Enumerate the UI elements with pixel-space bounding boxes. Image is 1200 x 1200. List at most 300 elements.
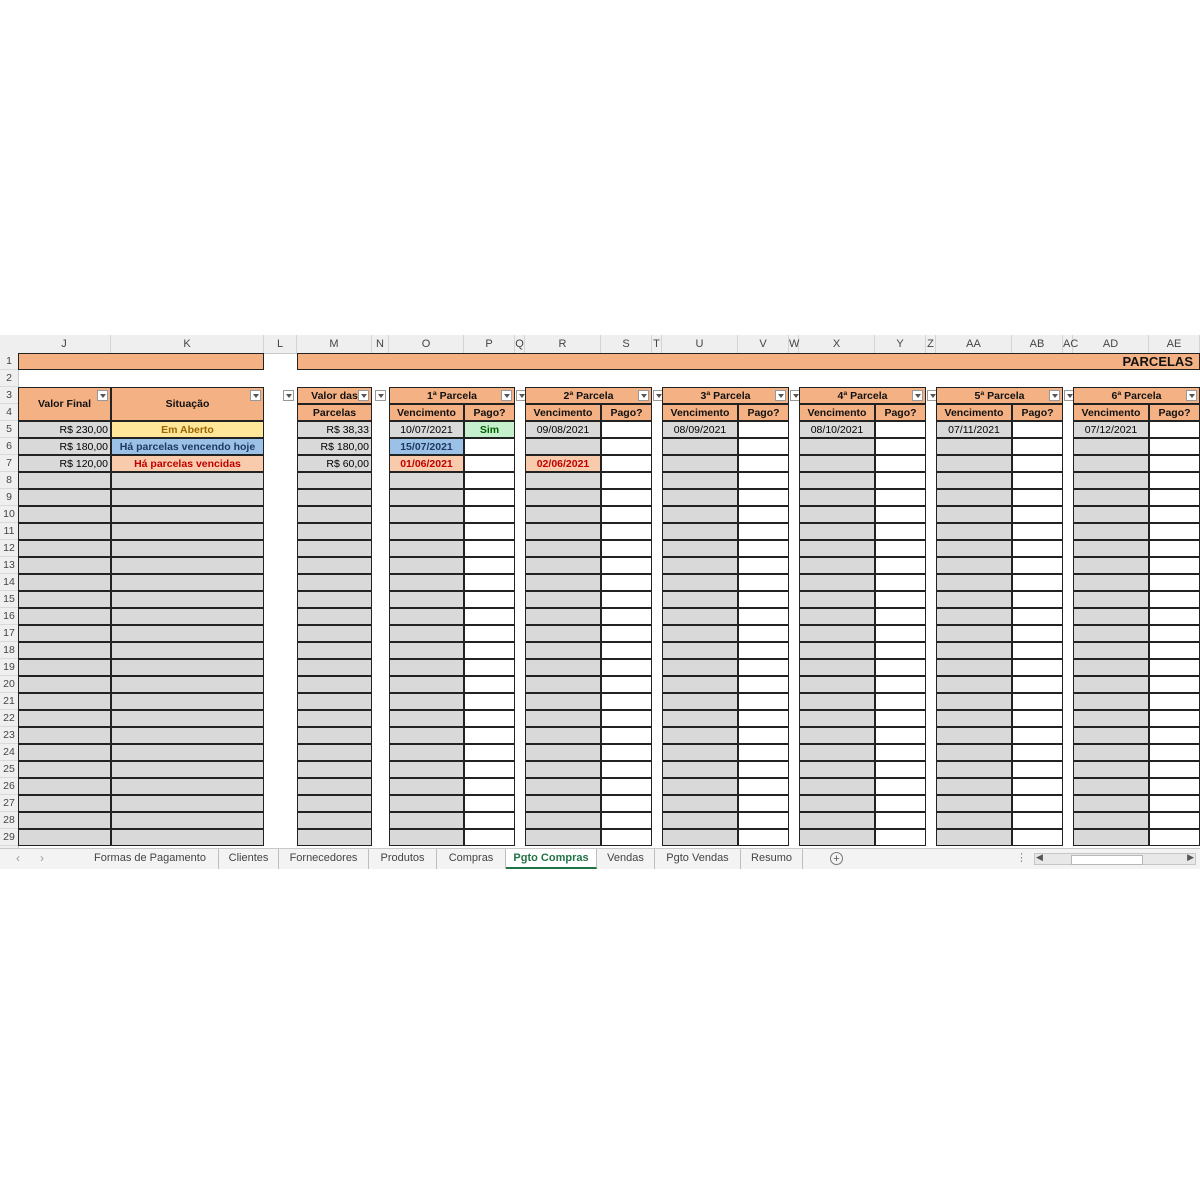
cell-valor-final[interactable]	[18, 523, 111, 540]
cell-vencimento-4[interactable]	[799, 625, 875, 642]
filter-parcela-5-icon[interactable]	[1049, 390, 1060, 401]
cell-pago-3[interactable]	[738, 761, 789, 778]
cell-pago-3[interactable]	[738, 642, 789, 659]
cell-pago-3[interactable]	[738, 659, 789, 676]
cell-pago-5[interactable]	[1012, 472, 1063, 489]
cell-vencimento-5[interactable]	[936, 693, 1012, 710]
cell-vencimento-5[interactable]	[936, 489, 1012, 506]
cell-vencimento-3[interactable]	[662, 642, 738, 659]
cell-pago-3[interactable]	[738, 438, 789, 455]
cell-vencimento-6[interactable]	[1073, 489, 1149, 506]
row-header-3[interactable]: 3	[0, 387, 18, 404]
cell-valor-final[interactable]	[18, 795, 111, 812]
column-header-aa[interactable]: AA	[936, 335, 1012, 353]
cell-pago-2[interactable]	[601, 761, 652, 778]
cell-pago-4[interactable]	[875, 591, 926, 608]
cell-valor-final[interactable]	[18, 506, 111, 523]
cell-vencimento-4[interactable]	[799, 659, 875, 676]
cell-vencimento-2[interactable]	[525, 676, 601, 693]
cell-vencimento-3[interactable]	[662, 744, 738, 761]
cell-vencimento-5[interactable]	[936, 812, 1012, 829]
cell-pago-4[interactable]	[875, 829, 926, 846]
cell-pago-3[interactable]	[738, 557, 789, 574]
row-header-1[interactable]: 1	[0, 353, 18, 370]
column-header-n[interactable]: N	[372, 335, 389, 353]
cell-pago-1[interactable]	[464, 472, 515, 489]
cell-situacao[interactable]: Há parcelas vencidas	[111, 455, 264, 472]
cell-vencimento-1[interactable]	[389, 744, 464, 761]
column-header-w[interactable]: W	[789, 335, 799, 353]
cell-vencimento-3[interactable]	[662, 523, 738, 540]
column-header-x[interactable]: X	[799, 335, 875, 353]
cell-vencimento-3[interactable]	[662, 608, 738, 625]
cell-vencimento-2[interactable]	[525, 693, 601, 710]
cell-pago-5[interactable]	[1012, 693, 1063, 710]
cell-pago-2[interactable]	[601, 795, 652, 812]
cell-pago-2[interactable]	[601, 812, 652, 829]
cell-pago-2[interactable]	[601, 523, 652, 540]
cell-pago-3[interactable]	[738, 489, 789, 506]
cell-vencimento-3[interactable]	[662, 795, 738, 812]
cell-valor-final[interactable]: R$ 230,00	[18, 421, 111, 438]
cell-vencimento-2[interactable]	[525, 608, 601, 625]
cell-pago-1[interactable]	[464, 795, 515, 812]
cell-pago-5[interactable]	[1012, 608, 1063, 625]
cell-valor-final[interactable]	[18, 591, 111, 608]
cell-valor-final[interactable]	[18, 642, 111, 659]
cell-vencimento-5[interactable]	[936, 744, 1012, 761]
cell-pago-2[interactable]	[601, 421, 652, 438]
cell-pago-1[interactable]	[464, 540, 515, 557]
cell-pago-4[interactable]	[875, 676, 926, 693]
cell-vencimento-3[interactable]	[662, 574, 738, 591]
cell-vencimento-6[interactable]	[1073, 557, 1149, 574]
cell-pago-5[interactable]	[1012, 591, 1063, 608]
cell-vencimento-4[interactable]	[799, 472, 875, 489]
cell-vencimento-5[interactable]	[936, 540, 1012, 557]
cell-vencimento-2[interactable]	[525, 625, 601, 642]
cell-pago-2[interactable]	[601, 557, 652, 574]
sheet-tab-resumo[interactable]: Resumo	[741, 849, 803, 869]
cell-vencimento-1[interactable]	[389, 727, 464, 744]
cell-vencimento-1[interactable]	[389, 795, 464, 812]
cell-vencimento-6[interactable]	[1073, 625, 1149, 642]
cell-vencimento-4[interactable]: 08/10/2021	[799, 421, 875, 438]
column-header-z[interactable]: Z	[926, 335, 936, 353]
cell-vencimento-2[interactable]: 09/08/2021	[525, 421, 601, 438]
cell-pago-1[interactable]	[464, 693, 515, 710]
cell-vencimento-4[interactable]	[799, 761, 875, 778]
cell-vencimento-5[interactable]	[936, 557, 1012, 574]
cell-vencimento-5[interactable]	[936, 438, 1012, 455]
cell-vencimento-5[interactable]	[936, 727, 1012, 744]
cell-vencimento-2[interactable]	[525, 829, 601, 846]
cell-pago-6[interactable]	[1149, 591, 1200, 608]
cell-pago-5[interactable]	[1012, 455, 1063, 472]
cell-pago-6[interactable]	[1149, 727, 1200, 744]
cell-vencimento-3[interactable]	[662, 472, 738, 489]
cell-pago-1[interactable]	[464, 727, 515, 744]
row-header-20[interactable]: 20	[0, 676, 18, 693]
cell-pago-2[interactable]	[601, 727, 652, 744]
cell-pago-6[interactable]	[1149, 812, 1200, 829]
column-header-u[interactable]: U	[662, 335, 738, 353]
column-header-t[interactable]: T	[652, 335, 662, 353]
cell-pago-1[interactable]	[464, 574, 515, 591]
cell-pago-5[interactable]	[1012, 489, 1063, 506]
cell-pago-1[interactable]	[464, 761, 515, 778]
cell-valor-final[interactable]	[18, 676, 111, 693]
cell-valor-parcela[interactable]	[297, 693, 372, 710]
cell-vencimento-4[interactable]	[799, 540, 875, 557]
cell-vencimento-4[interactable]	[799, 438, 875, 455]
column-header-ae[interactable]: AE	[1149, 335, 1200, 353]
cell-situacao[interactable]	[111, 523, 264, 540]
sheet-tab-clientes[interactable]: Clientes	[219, 849, 279, 869]
filter-parcela-4-icon[interactable]	[912, 390, 923, 401]
cell-situacao[interactable]	[111, 472, 264, 489]
cell-pago-1[interactable]	[464, 642, 515, 659]
cell-vencimento-1[interactable]	[389, 472, 464, 489]
cell-pago-5[interactable]	[1012, 659, 1063, 676]
cell-pago-2[interactable]	[601, 710, 652, 727]
cell-pago-6[interactable]	[1149, 625, 1200, 642]
cell-valor-parcela[interactable]	[297, 489, 372, 506]
cell-pago-3[interactable]	[738, 744, 789, 761]
cell-vencimento-1[interactable]	[389, 574, 464, 591]
filter-situacao-icon[interactable]	[250, 390, 261, 401]
cell-valor-parcela[interactable]	[297, 795, 372, 812]
cell-pago-5[interactable]	[1012, 829, 1063, 846]
cell-vencimento-1[interactable]: 10/07/2021	[389, 421, 464, 438]
cell-pago-3[interactable]	[738, 625, 789, 642]
cell-pago-6[interactable]	[1149, 659, 1200, 676]
scrollbar-thumb[interactable]	[1071, 855, 1143, 865]
cell-vencimento-5[interactable]	[936, 523, 1012, 540]
cell-pago-4[interactable]	[875, 693, 926, 710]
cell-vencimento-6[interactable]	[1073, 455, 1149, 472]
cell-pago-3[interactable]	[738, 829, 789, 846]
cell-vencimento-4[interactable]	[799, 489, 875, 506]
cell-vencimento-2[interactable]	[525, 727, 601, 744]
cell-vencimento-6[interactable]	[1073, 710, 1149, 727]
cell-vencimento-2[interactable]	[525, 523, 601, 540]
cell-vencimento-5[interactable]	[936, 455, 1012, 472]
cell-vencimento-5[interactable]	[936, 778, 1012, 795]
cell-vencimento-1[interactable]	[389, 489, 464, 506]
cell-vencimento-3[interactable]	[662, 761, 738, 778]
cell-valor-parcela[interactable]	[297, 625, 372, 642]
cell-situacao[interactable]	[111, 778, 264, 795]
cell-vencimento-4[interactable]	[799, 676, 875, 693]
filter-l-icon[interactable]	[283, 390, 294, 401]
row-header-22[interactable]: 22	[0, 710, 18, 727]
cell-pago-5[interactable]	[1012, 557, 1063, 574]
cell-pago-2[interactable]	[601, 744, 652, 761]
cell-pago-1[interactable]	[464, 438, 515, 455]
cell-situacao[interactable]	[111, 829, 264, 846]
cell-valor-final[interactable]	[18, 608, 111, 625]
cell-pago-1[interactable]	[464, 625, 515, 642]
cell-pago-3[interactable]	[738, 455, 789, 472]
cell-pago-4[interactable]	[875, 744, 926, 761]
cell-vencimento-5[interactable]	[936, 574, 1012, 591]
cell-vencimento-3[interactable]	[662, 812, 738, 829]
cell-pago-2[interactable]	[601, 455, 652, 472]
cell-vencimento-1[interactable]	[389, 523, 464, 540]
cell-pago-4[interactable]	[875, 608, 926, 625]
row-header-16[interactable]: 16	[0, 608, 18, 625]
cell-situacao[interactable]	[111, 489, 264, 506]
row-header-29[interactable]: 29	[0, 829, 18, 846]
cell-vencimento-3[interactable]	[662, 489, 738, 506]
cell-valor-parcela[interactable]	[297, 574, 372, 591]
row-header-25[interactable]: 25	[0, 761, 18, 778]
cell-valor-final[interactable]	[18, 659, 111, 676]
cell-vencimento-5[interactable]	[936, 676, 1012, 693]
cell-vencimento-2[interactable]	[525, 557, 601, 574]
cell-pago-6[interactable]	[1149, 472, 1200, 489]
cell-vencimento-1[interactable]	[389, 761, 464, 778]
prev-sheet-icon[interactable]: ‹	[16, 851, 20, 865]
cell-situacao[interactable]	[111, 506, 264, 523]
cell-pago-4[interactable]	[875, 625, 926, 642]
cell-pago-3[interactable]	[738, 710, 789, 727]
cell-situacao[interactable]	[111, 727, 264, 744]
cell-vencimento-6[interactable]	[1073, 795, 1149, 812]
column-header-ad[interactable]: AD	[1073, 335, 1149, 353]
cell-vencimento-4[interactable]	[799, 642, 875, 659]
cell-pago-3[interactable]	[738, 540, 789, 557]
cell-pago-5[interactable]	[1012, 710, 1063, 727]
cell-situacao[interactable]	[111, 642, 264, 659]
cell-vencimento-4[interactable]	[799, 574, 875, 591]
cell-pago-6[interactable]	[1149, 642, 1200, 659]
cell-vencimento-4[interactable]	[799, 710, 875, 727]
cell-vencimento-2[interactable]	[525, 642, 601, 659]
cell-vencimento-5[interactable]	[936, 506, 1012, 523]
row-header-19[interactable]: 19	[0, 659, 18, 676]
cell-valor-parcela[interactable]	[297, 506, 372, 523]
cell-vencimento-2[interactable]	[525, 591, 601, 608]
filter-n-icon[interactable]	[375, 390, 386, 401]
cell-pago-2[interactable]	[601, 778, 652, 795]
cell-valor-parcela[interactable]	[297, 778, 372, 795]
cell-pago-3[interactable]	[738, 472, 789, 489]
cell-pago-4[interactable]	[875, 778, 926, 795]
cell-vencimento-5[interactable]	[936, 625, 1012, 642]
cell-vencimento-6[interactable]	[1073, 761, 1149, 778]
cell-vencimento-5[interactable]	[936, 829, 1012, 846]
cell-vencimento-5[interactable]	[936, 591, 1012, 608]
cell-pago-5[interactable]	[1012, 574, 1063, 591]
column-header-k[interactable]: K	[111, 335, 264, 353]
cell-vencimento-2[interactable]	[525, 472, 601, 489]
cell-valor-final[interactable]	[18, 727, 111, 744]
cell-pago-4[interactable]	[875, 727, 926, 744]
cell-valor-parcela[interactable]	[297, 659, 372, 676]
cell-pago-1[interactable]	[464, 591, 515, 608]
cell-pago-2[interactable]	[601, 472, 652, 489]
cell-pago-1[interactable]	[464, 523, 515, 540]
cell-pago-3[interactable]	[738, 727, 789, 744]
cell-pago-4[interactable]	[875, 812, 926, 829]
cell-pago-4[interactable]	[875, 761, 926, 778]
cell-pago-5[interactable]	[1012, 625, 1063, 642]
cell-pago-6[interactable]	[1149, 778, 1200, 795]
cell-pago-6[interactable]	[1149, 455, 1200, 472]
cell-situacao[interactable]	[111, 591, 264, 608]
cell-vencimento-4[interactable]	[799, 608, 875, 625]
cell-vencimento-3[interactable]	[662, 625, 738, 642]
cell-vencimento-5[interactable]	[936, 710, 1012, 727]
row-header-28[interactable]: 28	[0, 812, 18, 829]
cell-vencimento-1[interactable]	[389, 829, 464, 846]
row-header-8[interactable]: 8	[0, 472, 18, 489]
cell-pago-3[interactable]	[738, 608, 789, 625]
cell-pago-4[interactable]	[875, 540, 926, 557]
cell-vencimento-1[interactable]	[389, 642, 464, 659]
tab-splitter-icon[interactable]: ⋮	[1016, 852, 1027, 864]
filter-parcela-2-icon[interactable]	[638, 390, 649, 401]
cell-pago-2[interactable]	[601, 438, 652, 455]
sheet-tab-formas-de-pagamento[interactable]: Formas de Pagamento	[82, 849, 219, 869]
cell-pago-2[interactable]	[601, 574, 652, 591]
cell-pago-2[interactable]	[601, 642, 652, 659]
cell-pago-2[interactable]	[601, 506, 652, 523]
scroll-left-icon[interactable]: ◀	[1036, 852, 1043, 862]
row-header-18[interactable]: 18	[0, 642, 18, 659]
cell-pago-6[interactable]	[1149, 489, 1200, 506]
cell-pago-5[interactable]	[1012, 761, 1063, 778]
cell-vencimento-6[interactable]	[1073, 693, 1149, 710]
cell-valor-final[interactable]	[18, 761, 111, 778]
cell-vencimento-1[interactable]	[389, 591, 464, 608]
filter-valor-das-icon[interactable]	[358, 390, 369, 401]
cell-pago-2[interactable]	[601, 676, 652, 693]
cell-vencimento-6[interactable]: 07/12/2021	[1073, 421, 1149, 438]
cell-pago-2[interactable]	[601, 591, 652, 608]
cell-valor-parcela[interactable]	[297, 523, 372, 540]
cell-vencimento-2[interactable]	[525, 778, 601, 795]
cell-valor-parcela[interactable]	[297, 591, 372, 608]
cell-valor-parcela[interactable]	[297, 744, 372, 761]
cell-vencimento-2[interactable]	[525, 812, 601, 829]
cell-valor-final[interactable]	[18, 472, 111, 489]
cell-pago-5[interactable]	[1012, 540, 1063, 557]
row-header-7[interactable]: 7	[0, 455, 18, 472]
cell-vencimento-6[interactable]	[1073, 438, 1149, 455]
cell-vencimento-2[interactable]	[525, 710, 601, 727]
row-header-26[interactable]: 26	[0, 778, 18, 795]
cell-pago-1[interactable]	[464, 608, 515, 625]
cell-valor-final[interactable]	[18, 812, 111, 829]
cell-situacao[interactable]	[111, 812, 264, 829]
sheet-tab-fornecedores[interactable]: Fornecedores	[279, 849, 369, 869]
cell-valor-parcela[interactable]: R$ 180,00	[297, 438, 372, 455]
cell-valor-parcela[interactable]	[297, 642, 372, 659]
cell-pago-6[interactable]	[1149, 523, 1200, 540]
column-header-q[interactable]: Q	[515, 335, 525, 353]
cell-vencimento-6[interactable]	[1073, 829, 1149, 846]
cell-vencimento-6[interactable]	[1073, 591, 1149, 608]
cell-vencimento-1[interactable]: 01/06/2021	[389, 455, 464, 472]
cell-vencimento-3[interactable]	[662, 693, 738, 710]
cell-pago-1[interactable]	[464, 659, 515, 676]
cell-vencimento-3[interactable]	[662, 591, 738, 608]
cell-vencimento-2[interactable]	[525, 659, 601, 676]
cell-vencimento-5[interactable]	[936, 659, 1012, 676]
cell-vencimento-6[interactable]	[1073, 608, 1149, 625]
filter-parcela-1-icon[interactable]	[501, 390, 512, 401]
cell-situacao[interactable]	[111, 557, 264, 574]
cell-vencimento-5[interactable]: 07/11/2021	[936, 421, 1012, 438]
cell-vencimento-1[interactable]	[389, 812, 464, 829]
cell-vencimento-4[interactable]	[799, 557, 875, 574]
cell-pago-3[interactable]	[738, 591, 789, 608]
row-header-17[interactable]: 17	[0, 625, 18, 642]
cell-vencimento-2[interactable]	[525, 574, 601, 591]
cell-valor-parcela[interactable]	[297, 472, 372, 489]
cell-pago-5[interactable]	[1012, 744, 1063, 761]
cell-pago-3[interactable]	[738, 812, 789, 829]
cell-pago-2[interactable]	[601, 829, 652, 846]
cell-pago-1[interactable]	[464, 778, 515, 795]
filter-parcela-6-icon[interactable]	[1186, 390, 1197, 401]
row-header-5[interactable]: 5	[0, 421, 18, 438]
row-header-2[interactable]: 2	[0, 370, 18, 387]
cell-vencimento-4[interactable]	[799, 693, 875, 710]
cell-vencimento-6[interactable]	[1073, 727, 1149, 744]
cell-vencimento-1[interactable]	[389, 710, 464, 727]
cell-vencimento-3[interactable]	[662, 778, 738, 795]
cell-vencimento-5[interactable]	[936, 795, 1012, 812]
cell-vencimento-4[interactable]	[799, 506, 875, 523]
cell-pago-3[interactable]	[738, 693, 789, 710]
cell-pago-5[interactable]	[1012, 506, 1063, 523]
cell-pago-6[interactable]	[1149, 676, 1200, 693]
cell-pago-4[interactable]	[875, 506, 926, 523]
sheet-tab-compras[interactable]: Compras	[437, 849, 506, 869]
cell-vencimento-3[interactable]	[662, 727, 738, 744]
row-header-4[interactable]: 4	[0, 404, 18, 421]
cell-pago-3[interactable]	[738, 795, 789, 812]
cell-situacao[interactable]	[111, 710, 264, 727]
cell-pago-1[interactable]: Sim	[464, 421, 515, 438]
cell-valor-final[interactable]	[18, 778, 111, 795]
cell-pago-6[interactable]	[1149, 829, 1200, 846]
cell-vencimento-2[interactable]	[525, 795, 601, 812]
cell-pago-1[interactable]	[464, 676, 515, 693]
cell-valor-parcela[interactable]	[297, 761, 372, 778]
cell-pago-2[interactable]	[601, 625, 652, 642]
cell-valor-parcela[interactable]	[297, 557, 372, 574]
cell-vencimento-3[interactable]	[662, 676, 738, 693]
cell-vencimento-4[interactable]	[799, 523, 875, 540]
cell-valor-final[interactable]	[18, 557, 111, 574]
cell-pago-4[interactable]	[875, 795, 926, 812]
cell-pago-5[interactable]	[1012, 523, 1063, 540]
cell-vencimento-1[interactable]	[389, 557, 464, 574]
cell-pago-1[interactable]	[464, 455, 515, 472]
cell-pago-3[interactable]	[738, 523, 789, 540]
cell-pago-6[interactable]	[1149, 540, 1200, 557]
cell-vencimento-6[interactable]	[1073, 574, 1149, 591]
column-header-ac[interactable]: AC	[1063, 335, 1073, 353]
cell-vencimento-1[interactable]	[389, 659, 464, 676]
cell-pago-4[interactable]	[875, 438, 926, 455]
cell-pago-6[interactable]	[1149, 693, 1200, 710]
